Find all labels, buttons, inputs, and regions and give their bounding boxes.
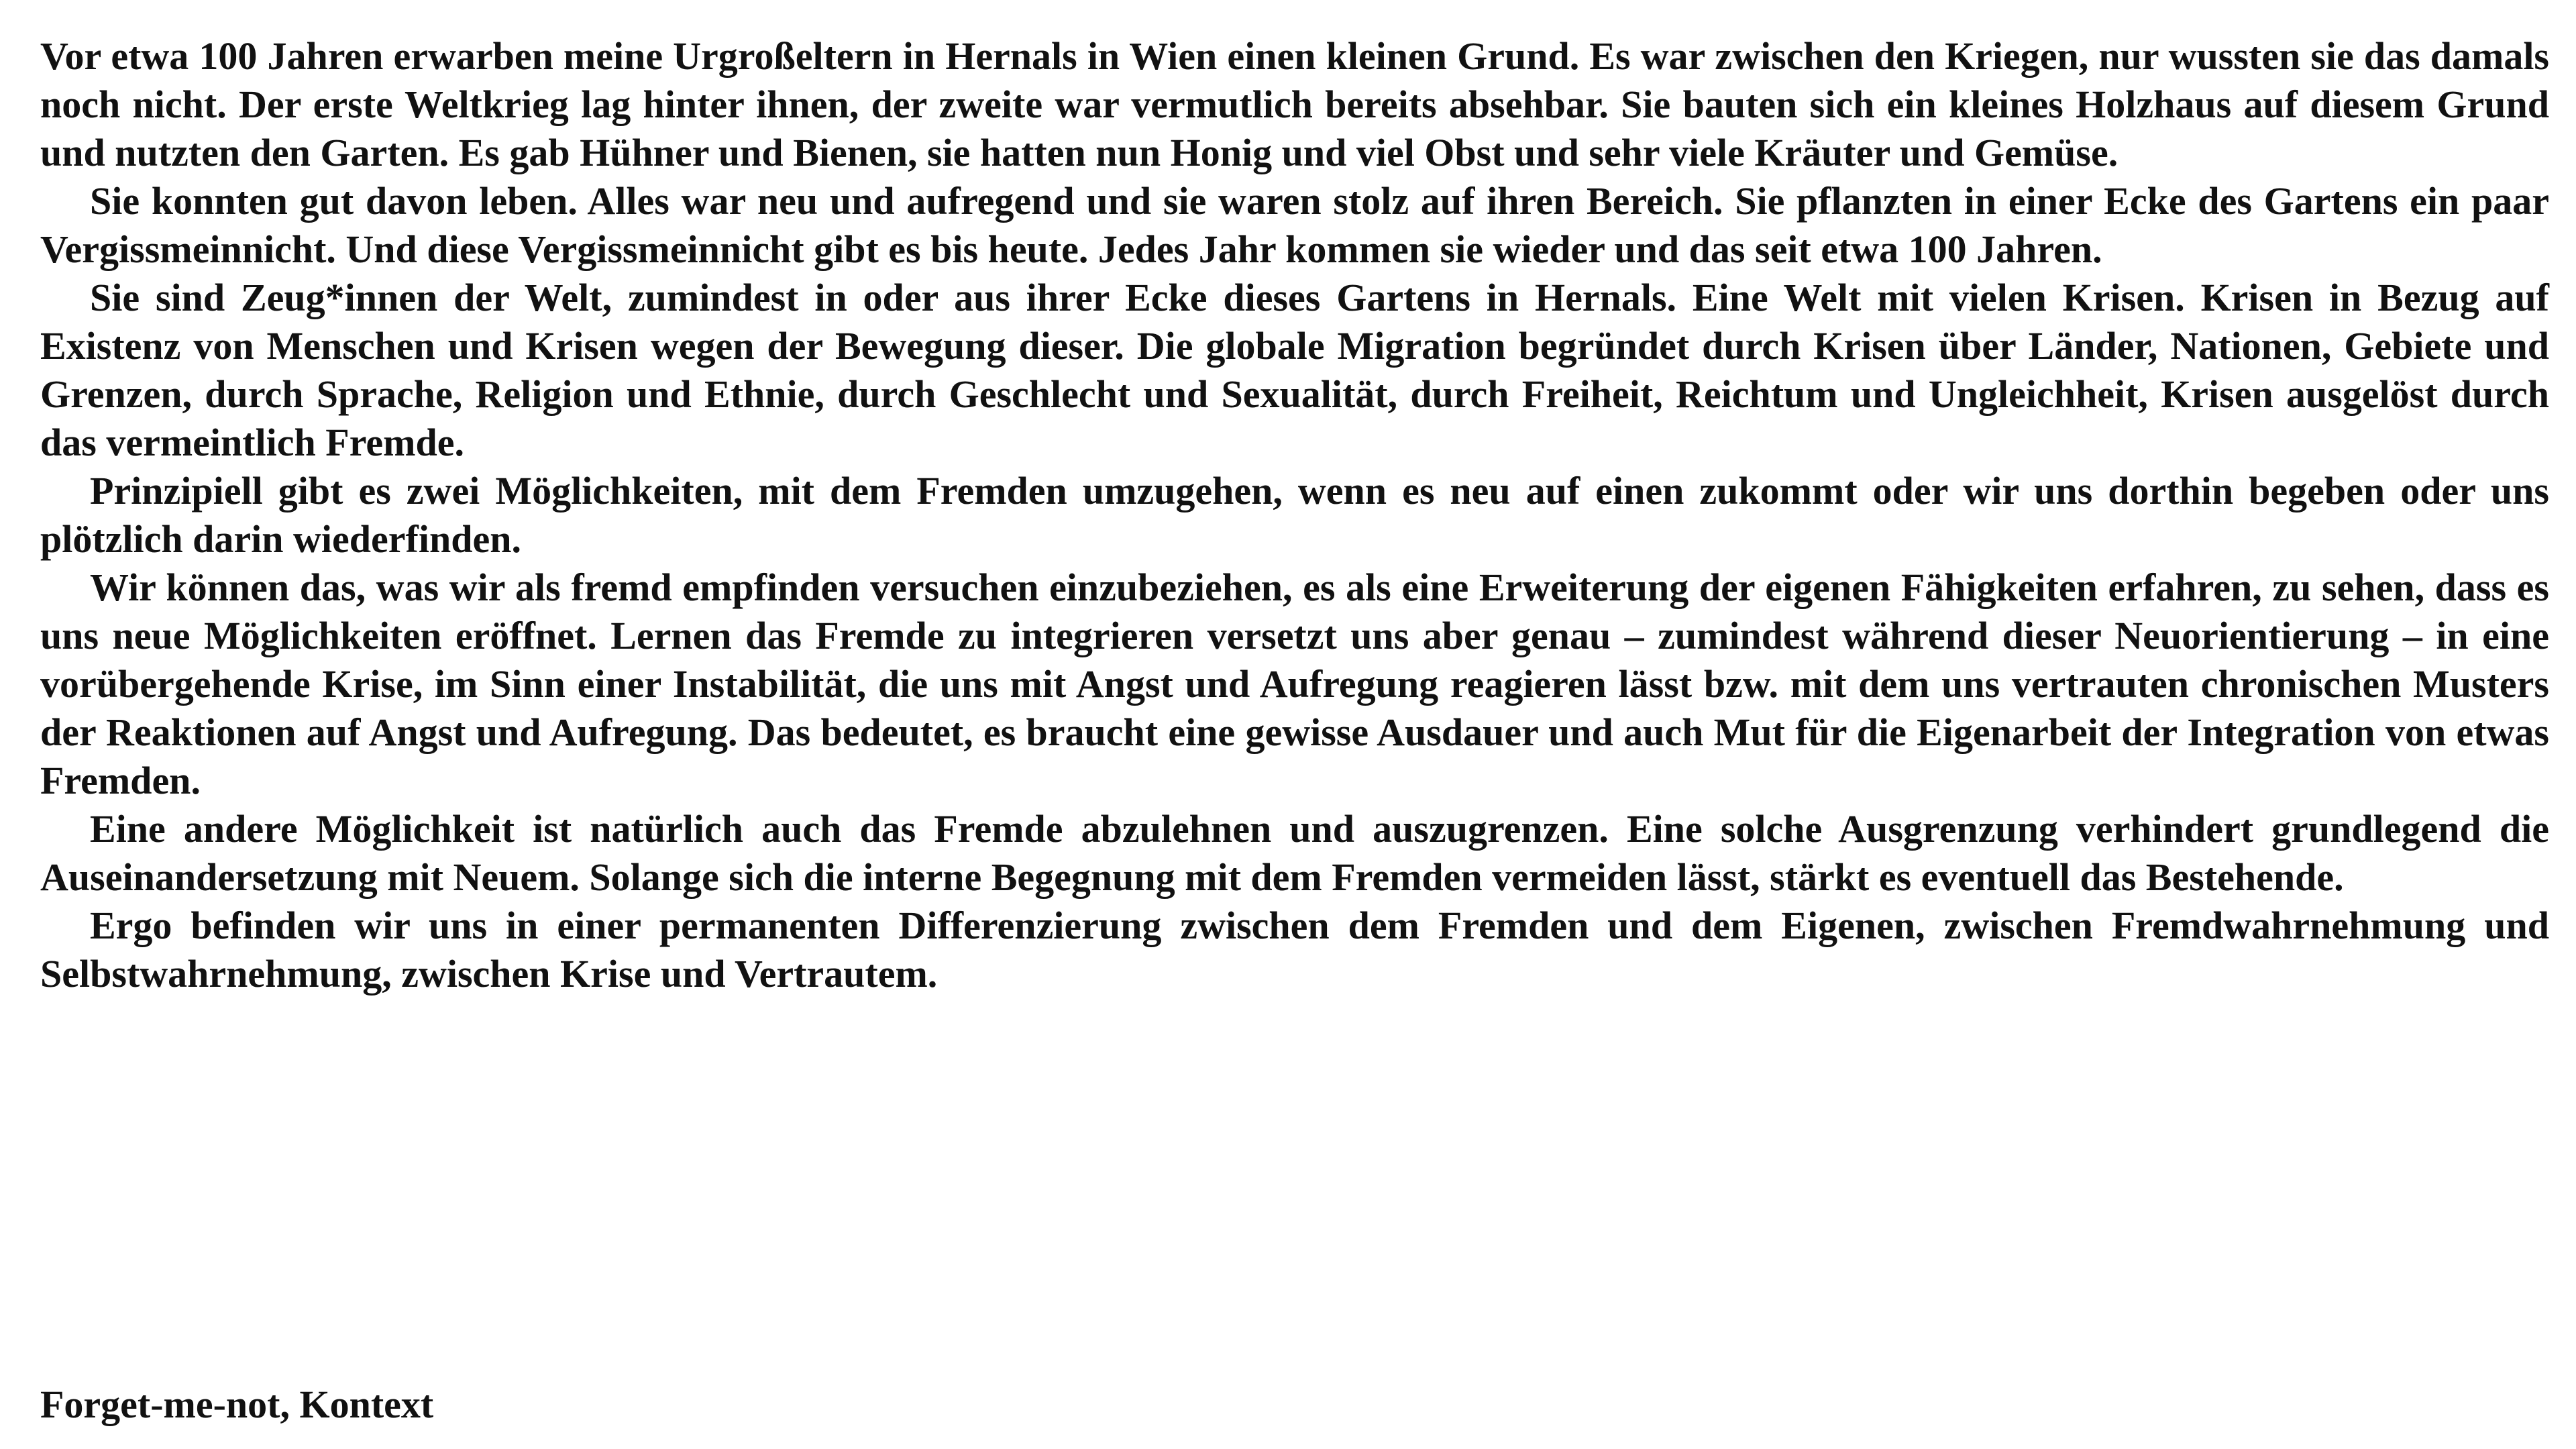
paragraph: Vor etwa 100 Jahren erwarben meine Urgroßeltern in Hernals in Wien einen kleinen Grund. Es war zwischen den Kriegen, nur wussten sie das damals noch nicht. Der erste Weltkrieg lag hinter ihnen, der zweite war vermutlich bereits absehbar. Sie bauten sich ein kleines Holzhaus auf diesem Grund und nutzten den Garten. Es gab Hühner und Bienen, sie hatten nun Honig und viel Obst und sehr viele Kräuter und Gemüse. (40, 34, 2549, 174)
body-text (40, 32, 2549, 998)
paragraph: Sie konnten gut davon leben. Alles war neu und aufregend und sie waren stolz auf ihren Bereich. Sie pflanzten in einer Ecke des Gartens ein paar Vergissmeinnicht. Und diese Vergissmeinnicht gibt es bis heute. Jedes Jahr kommen sie wieder und das seit etwa 100 Jahren. (40, 179, 2549, 271)
paragraph: Ergo befinden wir uns in einer permanenten Differenzierung zwischen dem Fremden und dem Eigenen, zwischen Fremdwahrnehmung und Selbstwahrnehmung, zwischen Krise und Vertrautem. (40, 904, 2549, 996)
paragraph: Wir können das, was wir als fremd empfinden versuchen einzubeziehen, es als eine Erweiterung der eigenen Fähigkeiten erfahren, zu sehen, dass es uns neue Möglichkeiten eröffnet. Lernen das Fremde zu integrieren versetzt uns aber genau – zumindest während dieser Neuorientierung – in eine vorübergehende Krise, im Sinn einer Instabilität, die uns mit Angst und Aufregung reagieren lässt bzw. mit dem uns vertrauten chronischen Musters der Reaktionen auf Angst und Aufregung. Das bedeutet, es braucht eine gewisse Ausdauer und auch Mut für die Eigenarbeit der Integration von etwas Fremden. (40, 566, 2549, 802)
paragraph: Eine andere Möglichkeit ist natürlich auch das Fremde abzulehnen und auszugrenzen. Eine solche Ausgrenzung verhindert grundlegend die Auseinandersetzung mit Neuem. Solange sich die interne Begegnung mit dem Fremden vermeiden lässt, stärkt es eventuell das Bestehende. (40, 807, 2549, 899)
paragraph: Prinzipiell gibt es zwei Möglichkeiten, mit dem Fremden umzugehen, wenn es neu auf einen zukommt oder wir uns dorthin begeben oder uns plötzlich darin wiederfinden. (40, 469, 2549, 561)
footer-caption: Forget-me-not, Kontext (40, 1383, 434, 1426)
paragraph: Sie sind Zeug*innen der Welt, zumindest in oder aus ihrer Ecke dieses Gartens in Hernals. Eine Welt mit vielen Krisen. Krisen in Bezug auf Existenz von Menschen und Krisen wegen der Bewegung dieser. Die globale Migration begründet durch Krisen über Länder, Nationen, Gebiete und Grenzen, durch Sprache, Religion und Ethnie, durch Geschlecht und Sexualität, durch Freiheit, Reichtum und Ungleichheit, Krisen ausgelöst durch das vermeintlich Fremde. (40, 276, 2549, 464)
